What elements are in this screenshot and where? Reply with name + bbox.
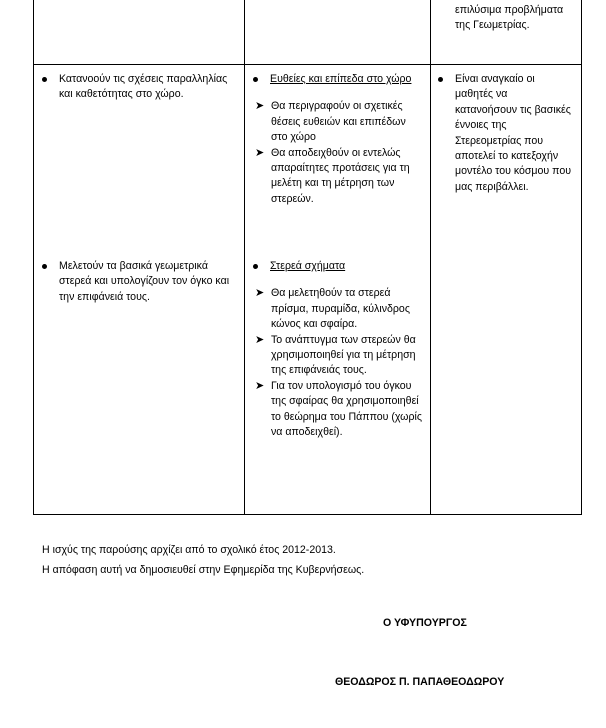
- row1-objective-cell: [38, 72, 238, 103]
- topic-subitem-text: Θα περιγραφούν οι σχετικές θέσεις ευθειών και επιπέδων στο χώρο: [271, 100, 406, 144]
- objective-text: Μελετούν τα βασικά γεωμετρικά στερεά και υπολογίζουν τον όγκο και την επιφάνειά τους.: [59, 260, 230, 303]
- arrow-bullet-icon: ➤: [255, 379, 265, 392]
- arrow-bullet-icon: ➤: [255, 100, 265, 113]
- arrow-bullet-icon: ➤: [255, 146, 265, 159]
- topic-subitem: [253, 99, 424, 145]
- rationale-list-item: [434, 72, 572, 195]
- bullet-icon: [253, 264, 258, 269]
- topic-subitem: [253, 379, 424, 441]
- arrow-bullet-icon: ➤: [255, 287, 265, 300]
- top-row-col3-text: επιλύσιμα προβλήματα της Γεωμετρίας.: [455, 4, 564, 32]
- signature-title: Ο ΥΦΥΠΟΥΡΓΟΣ: [383, 617, 467, 629]
- bullet-icon: [438, 77, 443, 82]
- topic-subitem: [253, 286, 424, 332]
- topic-subitem-text: Θα μελετηθούν τα στερεά πρίσμα, πυραμίδα, κύλινδρος κώνος και σφαίρα.: [271, 287, 410, 331]
- row2-objective-cell: [38, 259, 238, 305]
- row1-rationale-cell: [434, 72, 572, 195]
- signature-name: ΘΕΟΔΩΡΟΣ Π. ΠΑΠΑΘΕΟΔΩΡΟΥ: [335, 676, 505, 688]
- topic-heading-item: [249, 259, 424, 274]
- topic-heading-item: [249, 72, 424, 87]
- arrow-bullet-icon: ➤: [255, 333, 265, 346]
- bullet-icon: [253, 77, 258, 82]
- topic-subitem: [253, 333, 424, 379]
- topic-subitem-text: Θα αποδειχθούν οι εντελώς απαραίτητες προτάσεις για τη μελέτη και τη μέτρηση των στερεών.: [271, 146, 410, 205]
- topic-subitem: [253, 146, 424, 208]
- row1-content-cell: [249, 72, 424, 207]
- objective-text: Κατανοούν τις σχέσεις παραλληλίας και καθετότητας στο χώρο.: [59, 73, 228, 101]
- row-divider: [34, 64, 581, 65]
- topic-heading: Στερεά σχήματα: [270, 260, 346, 272]
- curriculum-table: [33, 0, 582, 515]
- bullet-icon: [42, 264, 47, 269]
- topic-subitem-text: Το ανάπτυγμα των στερεών θα χρησιμοποιηθεί για τη μέτρηση της επιφάνειάς τους.: [271, 333, 416, 377]
- row2-content-cell: [249, 259, 424, 440]
- topic-heading: Ευθείες και επίπεδα στο χώρο: [270, 73, 412, 85]
- footer-line-2: Η απόφαση αυτή να δημοσιευθεί στην Εφημερίδα της Κυβερνήσεως.: [42, 564, 365, 576]
- footer-line-1: Η ισχύς της παρούσης αρχίζει από το σχολικό έτος 2012-2013.: [42, 544, 336, 556]
- column-divider: [430, 0, 431, 514]
- column-divider: [244, 0, 245, 514]
- objective-list-item: [38, 72, 238, 103]
- objective-list-item: [38, 259, 238, 305]
- rationale-text: Είναι αναγκαίο οι μαθητές να κατανοήσουν τις βασικές έννοιες της Στερεομετρίας που αποτελεί το κατεξοχήν μοντέλο του κόσμου που μας περιβάλλει.: [455, 73, 572, 193]
- topic-subitem-text: Για τον υπολογισμό του όγκου της σφαίρας θα χρησιμοποιηθεί το θεώρημα του Πάππου (χωρίς να αποδειχθεί).: [271, 379, 422, 439]
- top-row-col3-cell: [455, 4, 567, 34]
- bullet-icon: [42, 77, 47, 82]
